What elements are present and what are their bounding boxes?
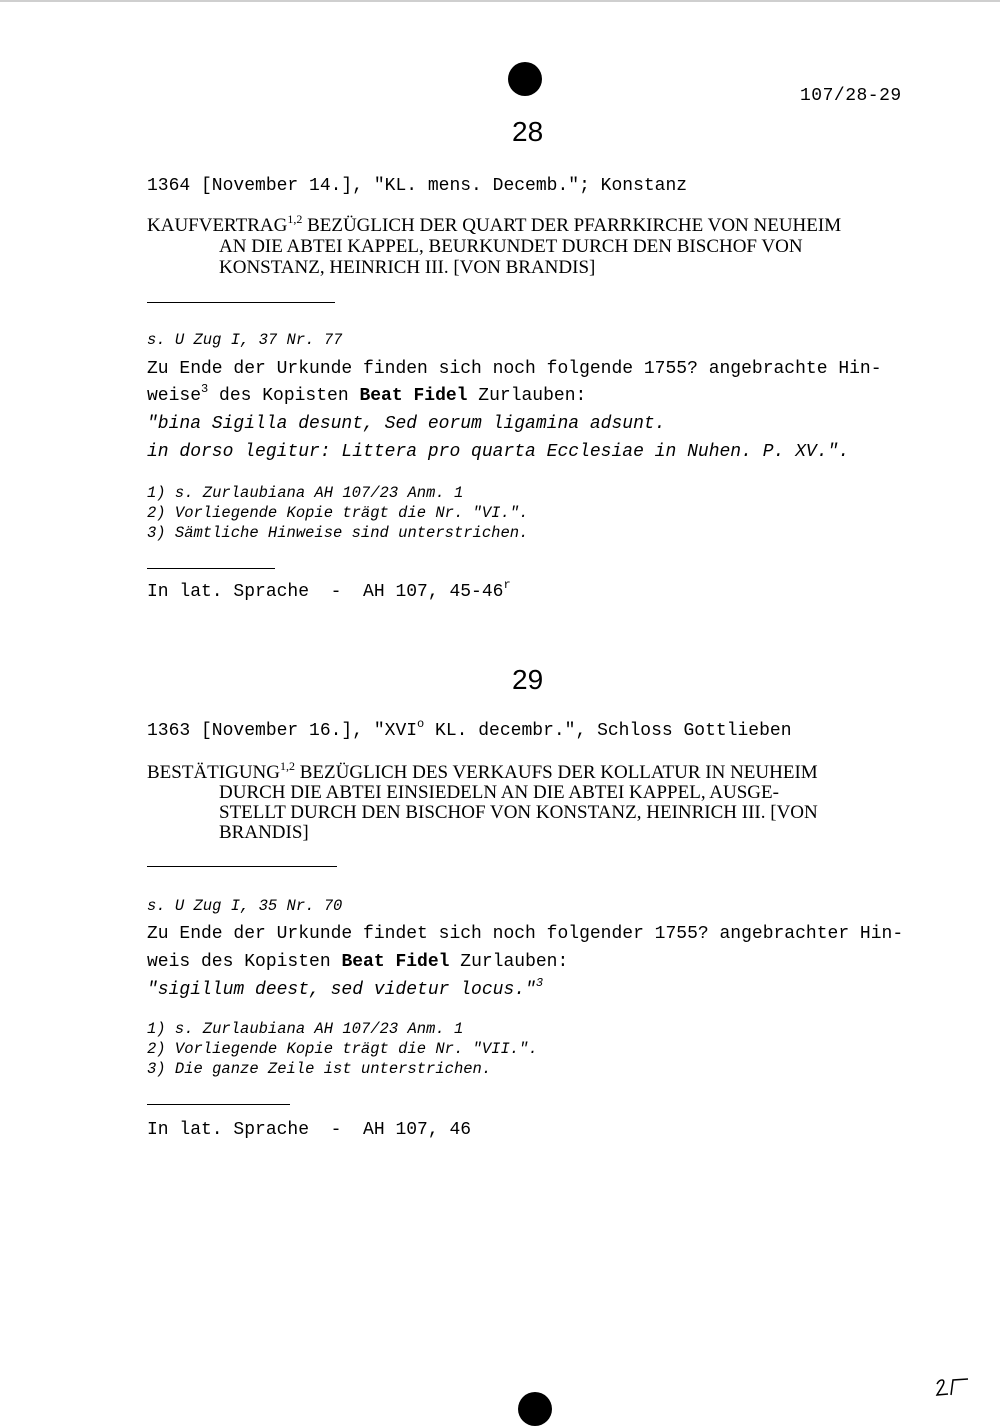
entry-date-line: 1363 [November 16.], "XVI$^o$ KL. decembr.", Schloss Gottlieben (147, 717, 792, 741)
quote-line: "sigillum deest, sed videtur locus."$^3$ (147, 976, 544, 1000)
source-reference: s. U Zug I, 35 Nr. 70 (147, 897, 343, 915)
footnote: 3) Die ganze Zeile ist unterstrichen. (147, 1060, 492, 1078)
entry-number: 28 (512, 116, 544, 147)
footnote: 2) Vorliegende Kopie trägt die Nr. "VII.". (147, 1040, 538, 1058)
quote-line: in dorso legitur: Littera pro quarta Ecclesiae in Nuhen. P. XV.". (147, 442, 850, 462)
body-text-line: Zu Ende der Urkunde findet sich noch folgender 1755? angebrachter Hin- (147, 924, 904, 944)
separator-rule (147, 1104, 290, 1105)
body-text-line: weise$^3$ des Kopisten Beat Fidel Zurlauben: (147, 382, 587, 406)
body-text-line: Zu Ende der Urkunde finden sich noch folgende 1755? angebrachte Hin- (147, 359, 882, 379)
quote-line: "bina Sigilla desunt, Sed eorum ligamina adsunt. (147, 414, 666, 434)
separator-rule (147, 866, 337, 867)
source-reference: s. U Zug I, 37 Nr. 77 (147, 331, 343, 349)
language-line: In lat. Sprache - AH 107, 46 (147, 1120, 472, 1140)
footnote: 3) Sämtliche Hinweise sind unterstrichen. (147, 524, 529, 542)
entry-title-line: STELLT DURCH DEN BISCHOF VON KONSTANZ, HEINRICH III. [VON (219, 802, 818, 823)
footnote: 1) s. Zurlaubiana AH 107/23 Anm. 1 (147, 1020, 464, 1038)
punch-hole-mark (508, 62, 542, 96)
entry-title-line: KAUFVERTRAG$^{1,2}$ BEZÜGLICH DER QUART DER PFARRKIRCHE VON NEUHEIM (147, 212, 842, 236)
footnote: 2) Vorliegende Kopie trägt die Nr. "VI.". (147, 504, 529, 522)
punch-hole-mark (518, 1392, 552, 1426)
language-line: In lat. Sprache - AH 107, 45-46$^r$ (147, 578, 511, 602)
entry-title-line: AN DIE ABTEI KAPPEL, BEURKUNDET DURCH DEN BISCHOF VON (219, 236, 803, 257)
archive-reference: 107/28-29 (800, 86, 902, 106)
separator-rule (147, 302, 335, 303)
entry-title-line: KONSTANZ, HEINRICH III. [VON BRANDIS] (219, 257, 596, 278)
handwritten-page-mark (934, 1374, 974, 1403)
separator-rule (147, 568, 275, 569)
scan-edge (0, 0, 1000, 2)
entry-title-line: BRANDIS] (219, 822, 309, 843)
footnote: 1) s. Zurlaubiana AH 107/23 Anm. 1 (147, 484, 464, 502)
body-text-line: weis des Kopisten Beat Fidel Zurlauben: (147, 952, 569, 972)
entry-title-line: BESTÄTIGUNG$^{1,2}$ BEZÜGLICH DES VERKAUFS DER KOLLATUR IN NEUHEIM (147, 759, 818, 783)
entry-number: 29 (512, 664, 544, 695)
entry-date-line: 1364 [November 14.], "KL. mens. Decemb."; Konstanz (147, 176, 688, 196)
entry-title-line: DURCH DIE ABTEI EINSIEDELN AN DIE ABTEI KAPPEL, AUSGE- (219, 782, 779, 803)
